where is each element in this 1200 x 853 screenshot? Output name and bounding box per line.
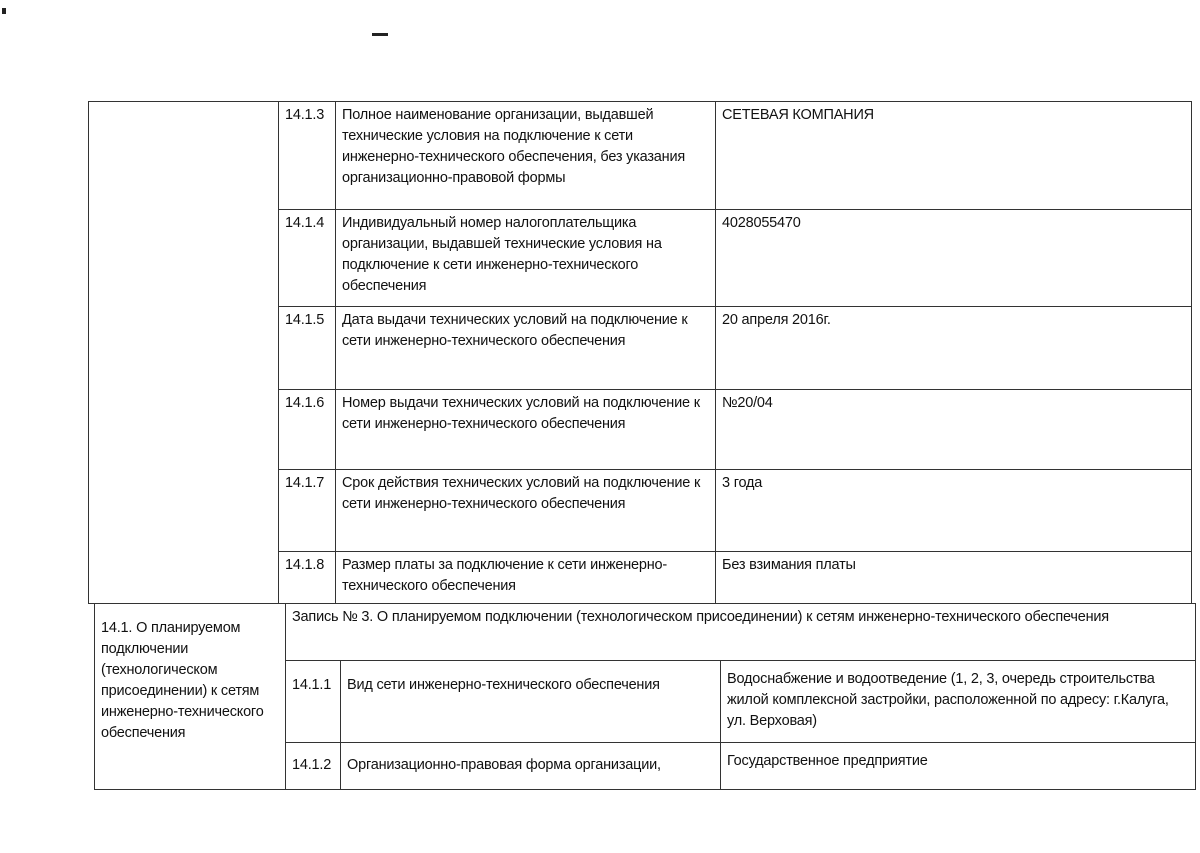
row-value: 4028055470 <box>715 209 1192 307</box>
row-value: СЕТЕВАЯ КОМПАНИЯ <box>715 101 1192 210</box>
left-empty-cell <box>88 101 279 604</box>
row-label: Дата выдачи технических условий на подключение к сети инженерно-технического обеспечения <box>335 306 716 390</box>
row-label: Срок действия технических условий на подключение к сети инженерно-технического обеспечения <box>335 469 716 552</box>
row-number: 14.1.1 <box>285 660 341 743</box>
row-value: Государственное предприятие <box>720 742 1196 790</box>
row-value: Водоснабжение и водоотведение (1, 2, 3, очередь строительства жилой комплексной застройки, расположенной по адресу: г.Калуга, ул. Верховая) <box>720 660 1196 743</box>
row-label: Номер выдачи технических условий на подключение к сети инженерно-технического обеспечения <box>335 389 716 470</box>
row-label: Индивидуальный номер налогоплательщика организации, выдавшей технические условия на подключение к сети инженерно-технического обеспечения <box>335 209 716 307</box>
row-value: №20/04 <box>715 389 1192 470</box>
row-label: Вид сети инженерно-технического обеспечения <box>340 660 721 743</box>
row-number: 14.1.8 <box>278 551 336 604</box>
row-value: Без взимания платы <box>715 551 1192 604</box>
row-number: 14.1.4 <box>278 209 336 307</box>
record-header: Запись № 3. О планируемом подключении (технологическом присоединении) к сетям инженерно-технического обеспечения <box>285 603 1196 661</box>
row-number: 14.1.6 <box>278 389 336 470</box>
row-number: 14.1.2 <box>285 742 341 790</box>
row-value: 20 апреля 2016г. <box>715 306 1192 390</box>
row-label: Размер платы за подключение к сети инженерно-технического обеспечения <box>335 551 716 604</box>
row-label: Организационно-правовая форма организации, <box>340 742 721 790</box>
scan-speck <box>2 8 6 14</box>
row-value: 3 года <box>715 469 1192 552</box>
row-number: 14.1.5 <box>278 306 336 390</box>
row-label: Полное наименование организации, выдавшей технические условия на подключение к сети инженерно-технического обеспечения, без указания организационно-правовой формы <box>335 101 716 210</box>
row-number: 14.1.7 <box>278 469 336 552</box>
section-label: 14.1. О планируемом подключении (технологическом присоединении) к сетям инженерно-технического обеспечения <box>94 603 286 790</box>
row-number: 14.1.3 <box>278 101 336 210</box>
scan-speck <box>372 33 388 36</box>
